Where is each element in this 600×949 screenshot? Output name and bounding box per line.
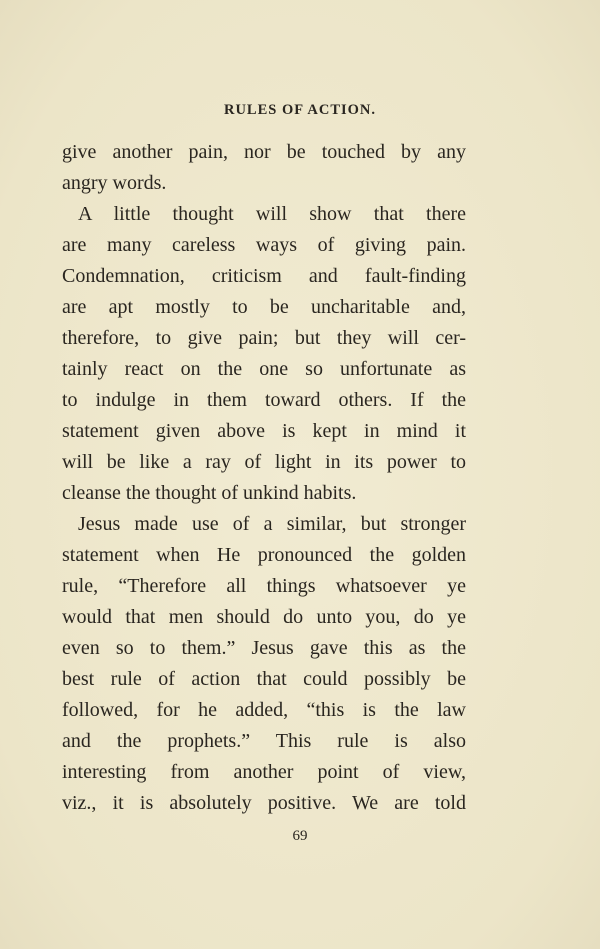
text-line: viz., it is absolutely positive. We are told (62, 792, 466, 814)
text-line: A little thought will show that there (78, 203, 466, 225)
text-line: therefore, to give pain; but they will cer- (62, 327, 466, 349)
text-line: even so to them.” Jesus gave this as the (62, 637, 466, 659)
page-number: 69 (292, 828, 308, 844)
text-line: statement when He pronounced the golden (62, 544, 466, 566)
text-line: and the prophets.” This rule is also (62, 730, 466, 752)
text-line: give another pain, nor be touched by any (62, 141, 466, 163)
text-line: will be like a ray of light in its power to (62, 451, 466, 473)
text-line: best rule of action that could possibly be (62, 668, 466, 690)
text-line: would that men should do unto you, do ye (62, 606, 466, 628)
text-line: rule, “Therefore all things whatsoever ye (62, 575, 466, 597)
text-line: are apt mostly to be uncharitable and, (62, 296, 466, 318)
page-body (62, 137, 466, 819)
text-line: Jesus made use of a similar, but stronger (78, 513, 466, 535)
text-line: Condemnation, criticism and fault-finding (62, 265, 466, 287)
text-line: angry words. (62, 172, 167, 194)
running-header: RULES OF ACTION. (223, 102, 377, 118)
text-line: tainly react on the one so unfortunate as (62, 358, 466, 380)
text-line: statement given above is kept in mind it (62, 420, 466, 442)
text-line: interesting from another point of view, (62, 761, 466, 783)
text-line: followed, for he added, “this is the law (62, 699, 466, 721)
text-line: cleanse the thought of unkind habits. (62, 482, 357, 504)
text-line: are many careless ways of giving pain. (62, 234, 466, 256)
text-line: to indulge in them toward others. If the (62, 389, 466, 411)
